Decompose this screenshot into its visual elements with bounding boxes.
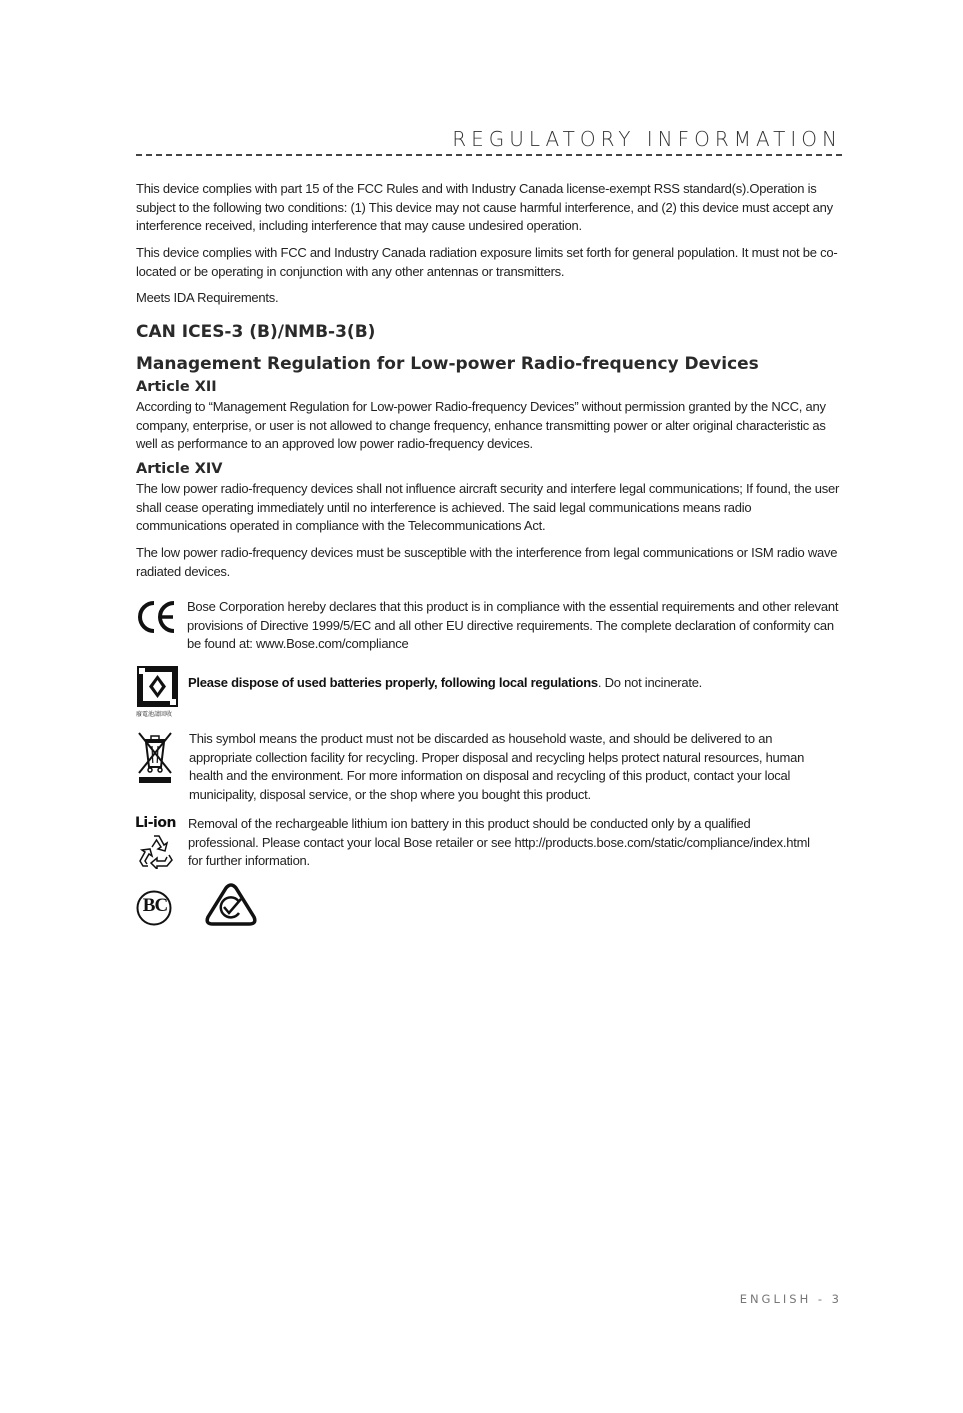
ce-mark-icon: [136, 600, 178, 639]
recycle-arrows-icon: [138, 833, 176, 874]
article-xii-heading: Article XII: [136, 379, 217, 395]
article-xiv-heading: Article XIV: [136, 461, 223, 477]
weee-disposal-text: This symbol means the product must not be discarded as household waste, and should be delivered to an appropriate collection facility for recycling. Proper disposal and recycling helps protect natural resources, human health and the environment. For more information on disposal and recycling of this product, contact your local municipality, disposal service, or the shop where you bought this product.: [189, 731, 805, 802]
li-ion-removal-text: Removal of the rechargeable lithium ion battery in this product should be conducted only by a qualified professional. Please contact your local Bose retailer or see http://products.bose.com/static/compliance/index.html for further information.: [188, 816, 810, 869]
bc-mark-label: BC: [142, 895, 168, 916]
can-ices-heading: CAN ICES-3 (B)/NMB-3(B): [136, 322, 376, 342]
management-regulation-heading: Management Regulation for Low-power Radio-frequency Devices: [136, 354, 759, 374]
header-dashed-rule: [136, 154, 842, 156]
article-xiv-text: The low power radio-frequency devices shall not influence aircraft security and interfere legal communications; If found, the user shall cease operating immediately until no interference is achieved. The said legal communications means radio communications operated in compliance with the Telecommunications Act.: [136, 481, 840, 534]
battery-disposal-bold: Please dispose of used batteries properly, following local regulations: [188, 675, 598, 690]
page-footer-label: ENGLISH - 3: [739, 1292, 842, 1306]
crossed-out-bin-icon: [136, 729, 174, 790]
fcc-paragraph: This device complies with part 15 of the FCC Rules and with Industry Canada license-exempt RSS standard(s).Operation is subject to the following two conditions: (1) This device may not cause harmful interference, and (2) this device must accept any interference received, including interference that may cause undesired operation.: [136, 181, 833, 234]
battery-disposal-text: [188, 674, 838, 693]
page-header-title: REGULATORY INFORMATION: [452, 127, 842, 151]
ida-paragraph: Meets IDA Requirements.: [136, 290, 279, 305]
battery-disposal-rest: . Do not incinerate.: [597, 675, 703, 690]
li-ion-label: Li-ion: [135, 815, 176, 831]
exposure-paragraph: This device complies with FCC and Industry Canada radiation exposure limits set forth for general population. It must not be co-located or be operating in conjunction with any other antennas or transmitters.: [136, 245, 838, 279]
article-xii-text: According to “Management Regulation for Low-power Radio-frequency Devices” without permission granted by the NCC, any company, enterprise, or user is not allowed to change frequency, enhance transmitting power or alter original characteristic as well as performance to an approved low power radio-frequency devices.: [136, 399, 826, 452]
ism-paragraph: The low power radio-frequency devices must be susceptible with the interference from legal communications or ISM radio wave radiated devices.: [136, 545, 838, 579]
ce-declaration-text: Bose Corporation hereby declares that this product is in compliance with the essential requirements and other relevant provisions of Directive 1999/5/EC and all other EU directive requirements. The complete declaration of conformity can be found at: www.Bose.com/compliance: [187, 599, 839, 652]
battery-recycle-caption: 廢電池請回收: [136, 711, 173, 718]
rcm-mark-icon: [204, 883, 258, 932]
